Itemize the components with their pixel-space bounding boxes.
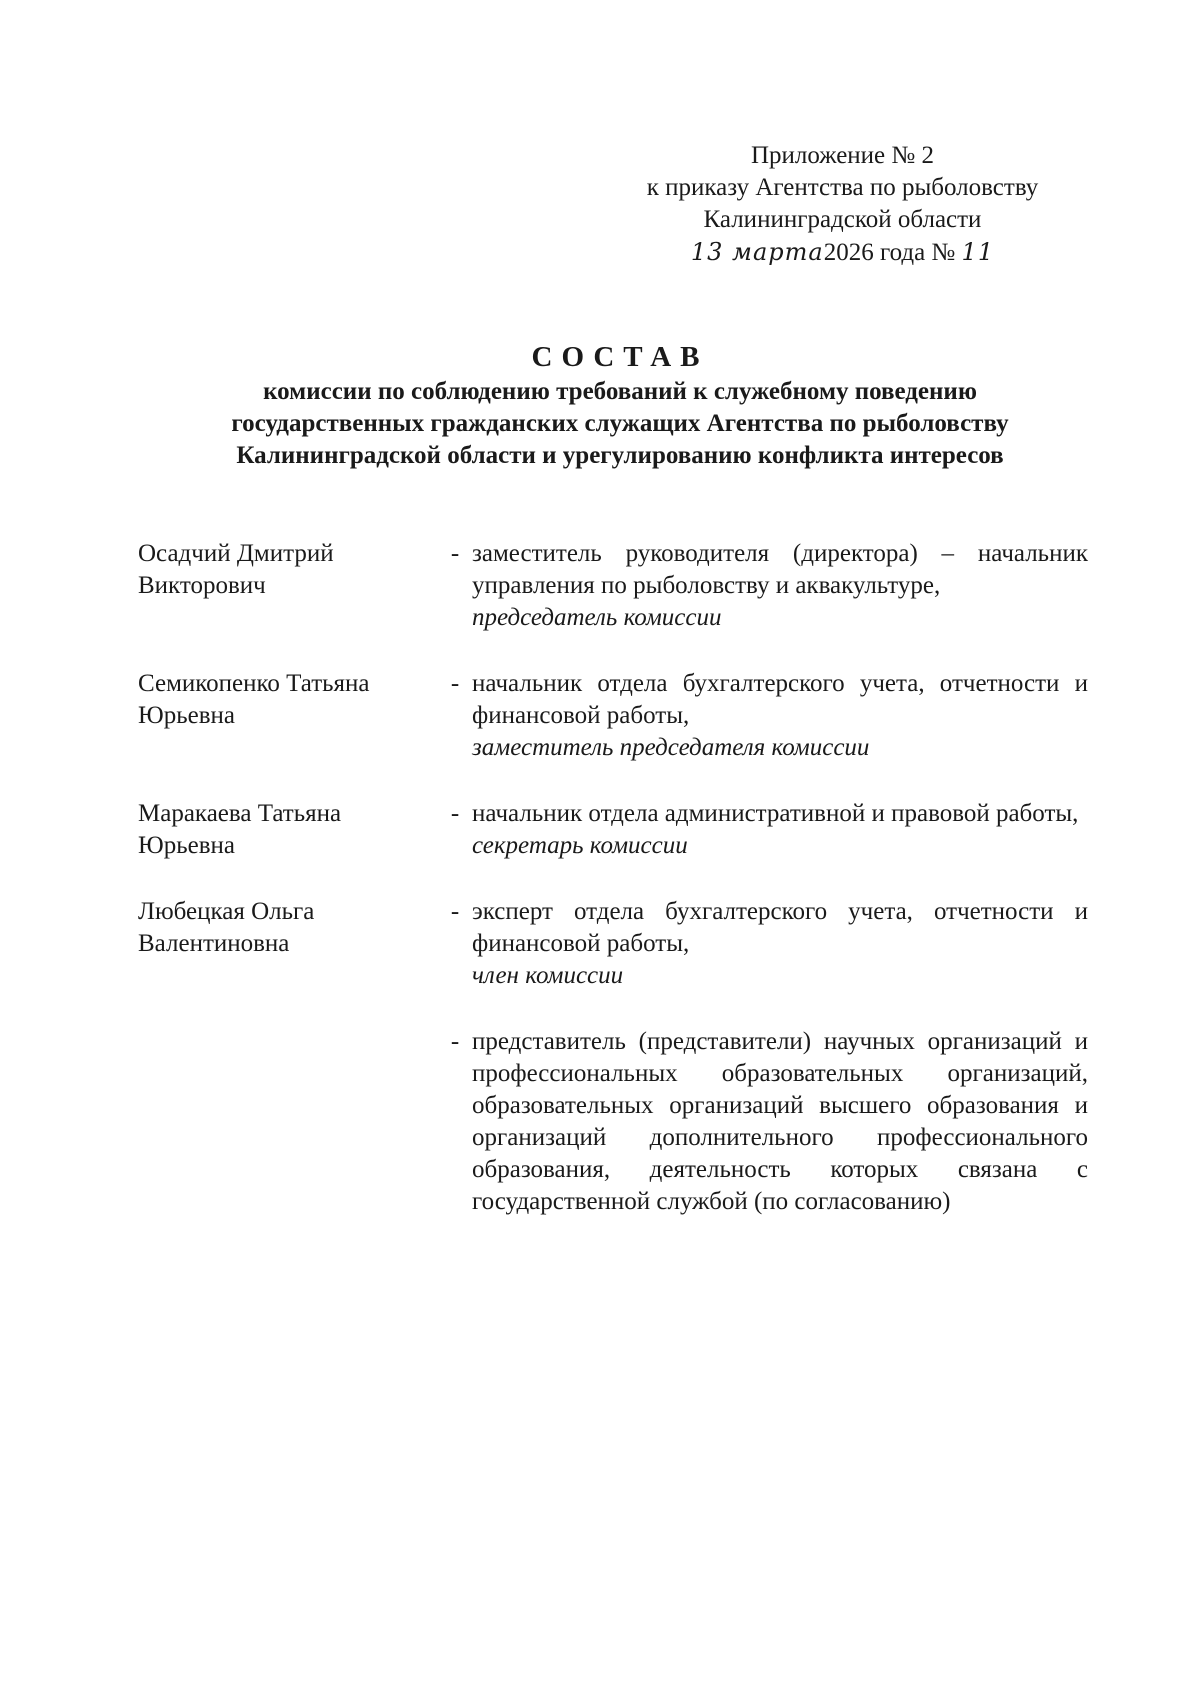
member-entry: [138, 1026, 1088, 1218]
member-name-line-1: Маракаева Татьяна: [138, 800, 342, 827]
member-body: [472, 668, 1088, 764]
appendix-year: 2026 года №: [823, 239, 956, 266]
member-dash: -: [450, 670, 460, 697]
title-line-3: Калининградской области и урегулированию конфликта интересов: [236, 442, 1004, 469]
member-entry: [138, 896, 1088, 992]
member-name-line-2: Юрьевна: [138, 832, 235, 859]
appendix-title: Приложение № 2: [750, 142, 935, 169]
member-name-line-1: Осадчий Дмитрий: [138, 540, 334, 567]
members-list: [138, 538, 1088, 1252]
member-dash: -: [450, 800, 460, 827]
member-description: начальник отдела бухгалтерского учета, отчетности и финансовой работы,: [472, 670, 1088, 729]
member-role: заместитель председателя комиссии: [472, 734, 870, 761]
member-name-line-2: Валентиновна: [138, 930, 290, 957]
member-body: [472, 538, 1088, 634]
title-line-2: государственных гражданских служащих Агентства по рыболовству: [231, 410, 1009, 437]
member-dash: -: [450, 540, 460, 567]
title-line-1: комиссии по соблюдению требований к служебному поведению: [263, 378, 977, 405]
member-entry: [138, 538, 1088, 634]
member-entry: [138, 668, 1088, 764]
member-description: представитель (представители) научных организаций и профессиональных образовательных организаций, образовательных организаций высшего образования и организаций дополнительного профессионального образования, деятельность которых связана с государственной службой (по согласованию): [472, 1028, 1088, 1215]
member-description: заместитель руководителя (директора) – начальник управления по рыболовству и аквакультуре,: [472, 540, 1088, 599]
member-body: [472, 1026, 1088, 1218]
title-main: СОСТАВ: [531, 341, 709, 373]
member-description: эксперт отдела бухгалтерского учета, отчетности и финансовой работы,: [472, 898, 1088, 957]
member-role: секретарь комиссии: [472, 832, 688, 859]
appendix-date-line: [600, 236, 1085, 269]
handwritten-date: 13 марта: [690, 238, 824, 266]
member-dash: -: [450, 1028, 460, 1055]
appendix-order-ref: к приказу Агентства по рыболовству: [646, 174, 1039, 201]
member-name-line-1: Любецкая Ольга: [138, 898, 315, 925]
member-name: [138, 896, 438, 960]
member-name: [138, 798, 438, 862]
member-name-line-2: Юрьевна: [138, 702, 235, 729]
member-dash: -: [450, 898, 460, 925]
handwritten-number: 11: [961, 238, 995, 266]
appendix-header: [600, 140, 1085, 269]
member-name-line-2: Викторович: [138, 572, 266, 599]
member-body: [472, 896, 1088, 992]
member-entry: [138, 798, 1088, 862]
document-title: [140, 338, 1100, 472]
member-role: председатель комиссии: [472, 604, 722, 631]
member-role: член комиссии: [472, 962, 624, 989]
appendix-region: Калининградской области: [703, 206, 982, 233]
member-description: начальник отдела административной и правовой работы,: [472, 800, 1079, 827]
member-name: [138, 668, 438, 732]
member-name-line-1: Семикопенко Татьяна: [138, 670, 370, 697]
member-body: [472, 798, 1088, 862]
member-name: [138, 538, 438, 602]
